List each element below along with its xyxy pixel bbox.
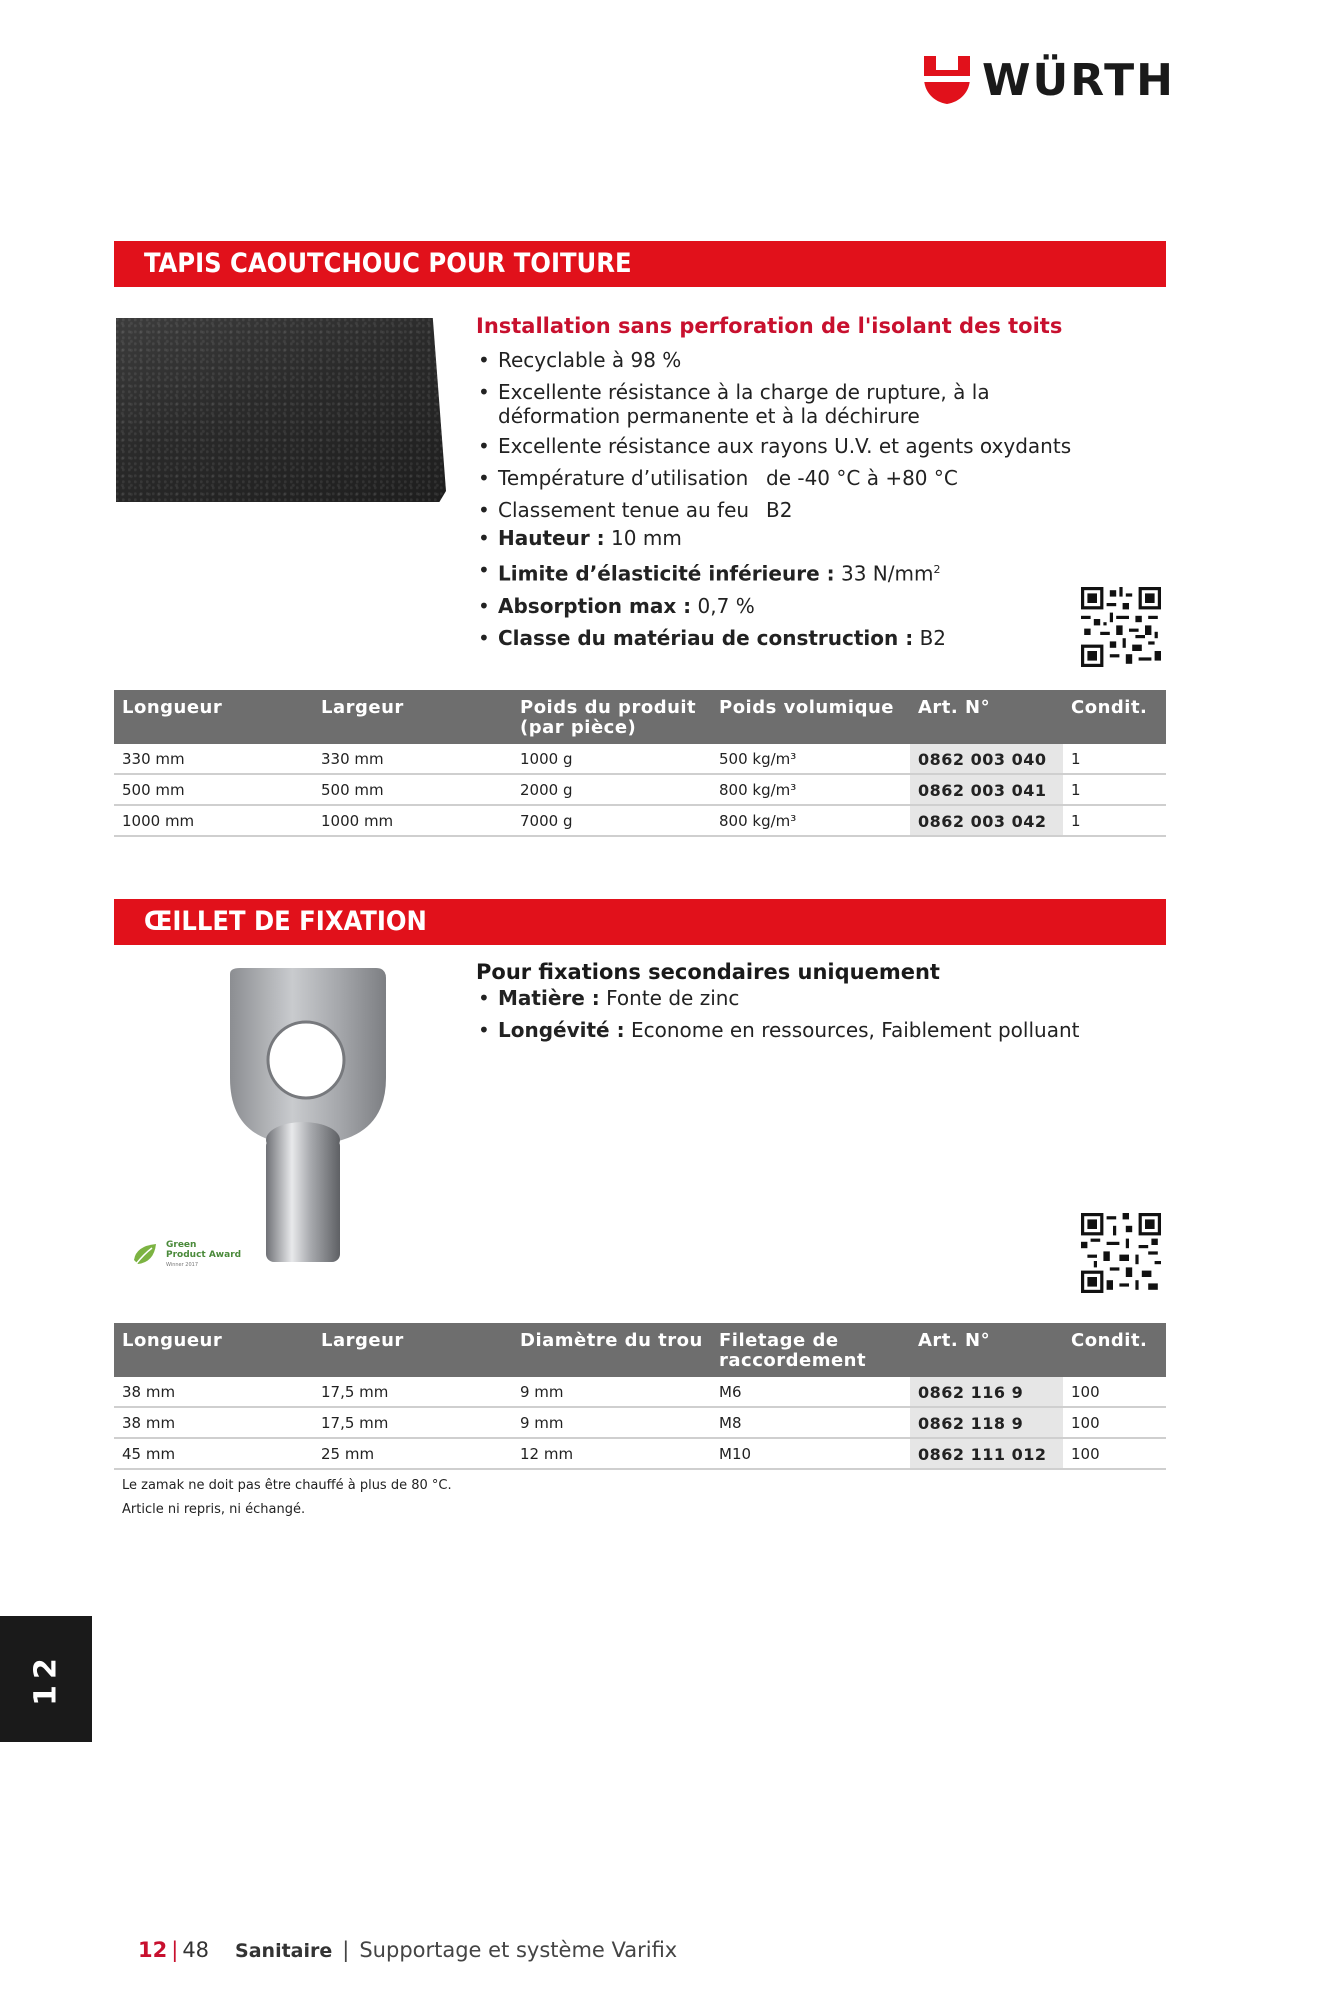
cell-density: 500 kg/m³ bbox=[711, 744, 910, 774]
cell-pack: 100 bbox=[1063, 1377, 1166, 1407]
page-total: 48 bbox=[182, 1938, 210, 1962]
cell-pack: 1 bbox=[1063, 774, 1166, 805]
table-row bbox=[114, 805, 1166, 836]
col-header: Longueur bbox=[114, 690, 313, 744]
cell-article-number: 0862 003 040 bbox=[910, 744, 1063, 774]
cell-length: 500 mm bbox=[114, 774, 313, 805]
cell-weight: 7000 g bbox=[512, 805, 711, 836]
wurth-logo bbox=[922, 52, 1175, 108]
feature-item: • Longévité : Econome en ressources, Faiblement polluant bbox=[476, 1018, 1096, 1042]
cell-hole-diameter: 9 mm bbox=[512, 1407, 711, 1438]
cell-length: 38 mm bbox=[114, 1407, 313, 1438]
table-row bbox=[114, 774, 1166, 805]
section1-feature-list bbox=[476, 348, 1096, 650]
section-title-eyelet: ŒILLET DE FIXATION bbox=[114, 899, 1166, 945]
col-header: Poids du produit (par pièce) bbox=[512, 690, 711, 744]
section2-feature-list bbox=[476, 986, 1096, 1042]
col-header: Poids volumique bbox=[711, 690, 910, 744]
cell-article-number: 0862 118 9 bbox=[910, 1407, 1063, 1438]
feature-item: • Classe du matériau de construction : B2 bbox=[476, 626, 1096, 650]
cell-article-number: 0862 111 012 bbox=[910, 1438, 1063, 1469]
feature-item: • Excellente résistance aux rayons U.V. et agents oxydants bbox=[476, 434, 1096, 458]
cell-hole-diameter: 9 mm bbox=[512, 1377, 711, 1407]
table-row bbox=[114, 1438, 1166, 1469]
award-line: Winner 2017 bbox=[166, 1262, 199, 1268]
table-row bbox=[114, 1407, 1166, 1438]
col-header: Filetage de raccordement bbox=[711, 1323, 910, 1377]
cell-width: 330 mm bbox=[313, 744, 512, 774]
cell-thread: M10 bbox=[711, 1438, 910, 1469]
table-row bbox=[114, 744, 1166, 774]
cell-pack: 1 bbox=[1063, 744, 1166, 774]
table-header-row bbox=[114, 690, 1166, 744]
feature-item: • Hauteur : 10 mm bbox=[476, 526, 1096, 550]
col-header: Art. N° bbox=[910, 690, 1063, 744]
cell-width: 500 mm bbox=[313, 774, 512, 805]
green-product-award-badge bbox=[130, 1240, 241, 1270]
section1-features bbox=[476, 314, 1096, 650]
page-footer bbox=[138, 1938, 677, 1962]
cell-article-number: 0862 116 9 bbox=[910, 1377, 1063, 1407]
section1-subtitle: Installation sans perforation de l'isolant des toits bbox=[476, 314, 1063, 338]
cell-article-number: 0862 003 042 bbox=[910, 805, 1063, 836]
footer-category: Sanitaire bbox=[235, 1940, 333, 1962]
wurth-logo-icon bbox=[922, 54, 972, 106]
col-header: Longueur bbox=[114, 1323, 313, 1377]
cell-length: 38 mm bbox=[114, 1377, 313, 1407]
note-line: Article ni repris, ni échangé. bbox=[122, 1502, 306, 1517]
cell-length: 1000 mm bbox=[114, 805, 313, 836]
cell-hole-diameter: 12 mm bbox=[512, 1438, 711, 1469]
award-leaf-icon bbox=[130, 1240, 160, 1270]
page-separator: | bbox=[171, 1938, 179, 1962]
chapter-side-tab[interactable] bbox=[0, 1616, 92, 1742]
cell-width: 17,5 mm bbox=[313, 1377, 512, 1407]
col-header: Art. N° bbox=[910, 1323, 1063, 1377]
table-row bbox=[114, 1377, 1166, 1407]
cell-article-number: 0862 003 041 bbox=[910, 774, 1063, 805]
qr-code-icon[interactable] bbox=[1081, 1213, 1161, 1293]
cell-weight: 2000 g bbox=[512, 774, 711, 805]
col-header: Largeur bbox=[313, 690, 512, 744]
col-header: Condit. bbox=[1063, 1323, 1166, 1377]
cell-pack: 1 bbox=[1063, 805, 1166, 836]
section-title-rubber-mat: TAPIS CAOUTCHOUC POUR TOITURE bbox=[114, 241, 1166, 287]
page-number: 12 bbox=[138, 1938, 168, 1962]
cell-density: 800 kg/m³ bbox=[711, 805, 910, 836]
rubber-mat-table bbox=[114, 690, 1166, 837]
chapter-number: 12 bbox=[28, 1652, 64, 1706]
col-header: Diamètre du trou bbox=[512, 1323, 711, 1377]
cell-width: 17,5 mm bbox=[313, 1407, 512, 1438]
section2-features bbox=[476, 960, 1096, 1042]
award-line: Green bbox=[166, 1240, 197, 1250]
notes bbox=[122, 1474, 452, 1522]
feature-item: • Limite d’élasticité inférieure : 33 $N/mm^2$ bbox=[476, 558, 1096, 586]
eyelet-table bbox=[114, 1323, 1166, 1470]
cell-width: 1000 mm bbox=[313, 805, 512, 836]
cell-thread: M6 bbox=[711, 1377, 910, 1407]
note-line: Le zamak ne doit pas être chauffé à plus de 80 °C. bbox=[122, 1478, 452, 1493]
feature-item: • Classement tenue au feu B2 bbox=[476, 498, 1096, 522]
footer-separator: | bbox=[342, 1938, 350, 1962]
award-line: Product Award bbox=[166, 1250, 242, 1260]
qr-code-icon[interactable] bbox=[1081, 587, 1161, 667]
brand-name: WÜRTH bbox=[982, 54, 1176, 106]
feature-item: • Absorption max : 0,7 % bbox=[476, 594, 1096, 618]
col-header: Condit. bbox=[1063, 690, 1166, 744]
section2-subtitle: Pour fixations secondaires uniquement bbox=[476, 960, 940, 984]
eyelet-image bbox=[200, 968, 400, 1276]
feature-item: • Recyclable à 98 % bbox=[476, 348, 1096, 372]
footer-subcategory: Supportage et système Varifix bbox=[359, 1938, 678, 1962]
rubber-mat-image bbox=[116, 318, 446, 502]
table-header-row bbox=[114, 1323, 1166, 1377]
feature-item: • Matière : Fonte de zinc bbox=[476, 986, 1096, 1010]
feature-item: • Excellente résistance à la charge de rupture, à la déformation permanente et à la déchirure bbox=[476, 380, 1096, 428]
cell-density: 800 kg/m³ bbox=[711, 774, 910, 805]
cell-pack: 100 bbox=[1063, 1438, 1166, 1469]
cell-weight: 1000 g bbox=[512, 744, 711, 774]
col-header: Largeur bbox=[313, 1323, 512, 1377]
cell-thread: M8 bbox=[711, 1407, 910, 1438]
cell-length: 45 mm bbox=[114, 1438, 313, 1469]
cell-width: 25 mm bbox=[313, 1438, 512, 1469]
feature-item: • Température d’utilisation de -40 °C à +80 °C bbox=[476, 466, 1096, 490]
cell-length: 330 mm bbox=[114, 744, 313, 774]
cell-pack: 100 bbox=[1063, 1407, 1166, 1438]
